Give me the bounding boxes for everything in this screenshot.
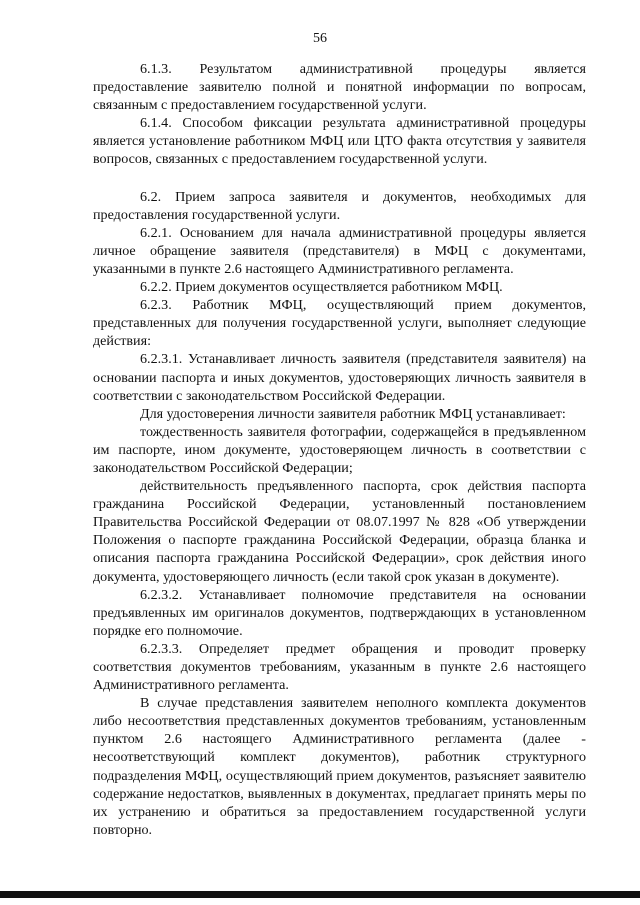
paragraph-passport-validity: действительность предъявленного паспорта, срок действия паспорта гражданина Российской Федерации, установленный постановлением Правительства Российской Федерации от 08.07.1997 № 828 «Об утверждении Положения о паспорте гражданина Российской Федерации, образца бланка и описания паспорта гражданина Российской Федерации», срок действия иного документа, удостоверяющего личность (если такой срок указан в документе). (93, 478, 586, 585)
bottom-scan-border (0, 891, 640, 898)
section-gap (93, 169, 586, 188)
paragraph-6-2-3-1: 6.2.3.1. Устанавливает личность заявителя (представителя заявителя) на основании паспорта и иных документов, удостоверяющих личность заявителя в соответствии с законодательством Российской Федерации. (93, 351, 586, 404)
paragraph-6-2-3-2: 6.2.3.2. Устанавливает полномочие представителя на основании предъявленных им оригиналов документов, подтверждающих в установленном порядке его полномочие. (93, 586, 586, 639)
paragraph-6-1-4: 6.1.4. Способом фиксации результата административной процедуры является установление работником МФЦ или ЦТО факта отсутствия у заявителя вопросов, связанных с предоставлением государственной услуги. (93, 115, 586, 168)
paragraph-6-2: 6.2. Прием запроса заявителя и документов, необходимых для предоставления государственной услуги. (93, 188, 586, 223)
paragraph-incomplete-documents: В случае представления заявителем неполного комплекта документов либо несоответствия представленных документов требованиям, установленным пунктом 2.6 настоящего Административного регламента (далее - несоответствующий комплект документов), работник структурного подразделения МФЦ, осуществляющий прием документов, разъясняет заявителю содержание недостатков, выявленных в документах, предлагает принять меры по их устранению и обратиться за предоставлением государственной услуги повторно. (93, 695, 586, 838)
paragraph-6-2-3: 6.2.3. Работник МФЦ, осуществляющий прием документов, представленных для получения государственной услуги, выполняет следующие действия: (93, 297, 586, 350)
document-body (93, 60, 586, 839)
paragraph-6-2-1: 6.2.1. Основанием для начала административной процедуры является личное обращение заявителя (представителя) в МФЦ с документами, указанными в пункте 2.6 настоящего Административного регламента. (93, 224, 586, 277)
paragraph-6-2-2: 6.2.2. Прием документов осуществляется работником МФЦ. (140, 279, 503, 296)
paragraph-identity-check-intro: Для удостоверения личности заявителя работник МФЦ устанавливает: (140, 405, 566, 422)
paragraph-6-2-3-3: 6.2.3.3. Определяет предмет обращения и проводит проверку соответствия документов требованиям, указанным в пункте 2.6 настоящего Административного регламента. (93, 640, 586, 694)
paragraph-photo-identity: тождественность заявителя фотографии, содержащейся в предъявленном им паспорте, ином документе, удостоверяющем личность в соответствии с законодательством Российской Федерации; (93, 423, 586, 476)
paragraph-6-1-3: 6.1.3. Результатом административной процедуры является предоставление заявителю полной и понятной информации по вопросам, связанным с предоставлением государственной услуги. (93, 61, 586, 114)
page-number: 56 (313, 31, 327, 46)
